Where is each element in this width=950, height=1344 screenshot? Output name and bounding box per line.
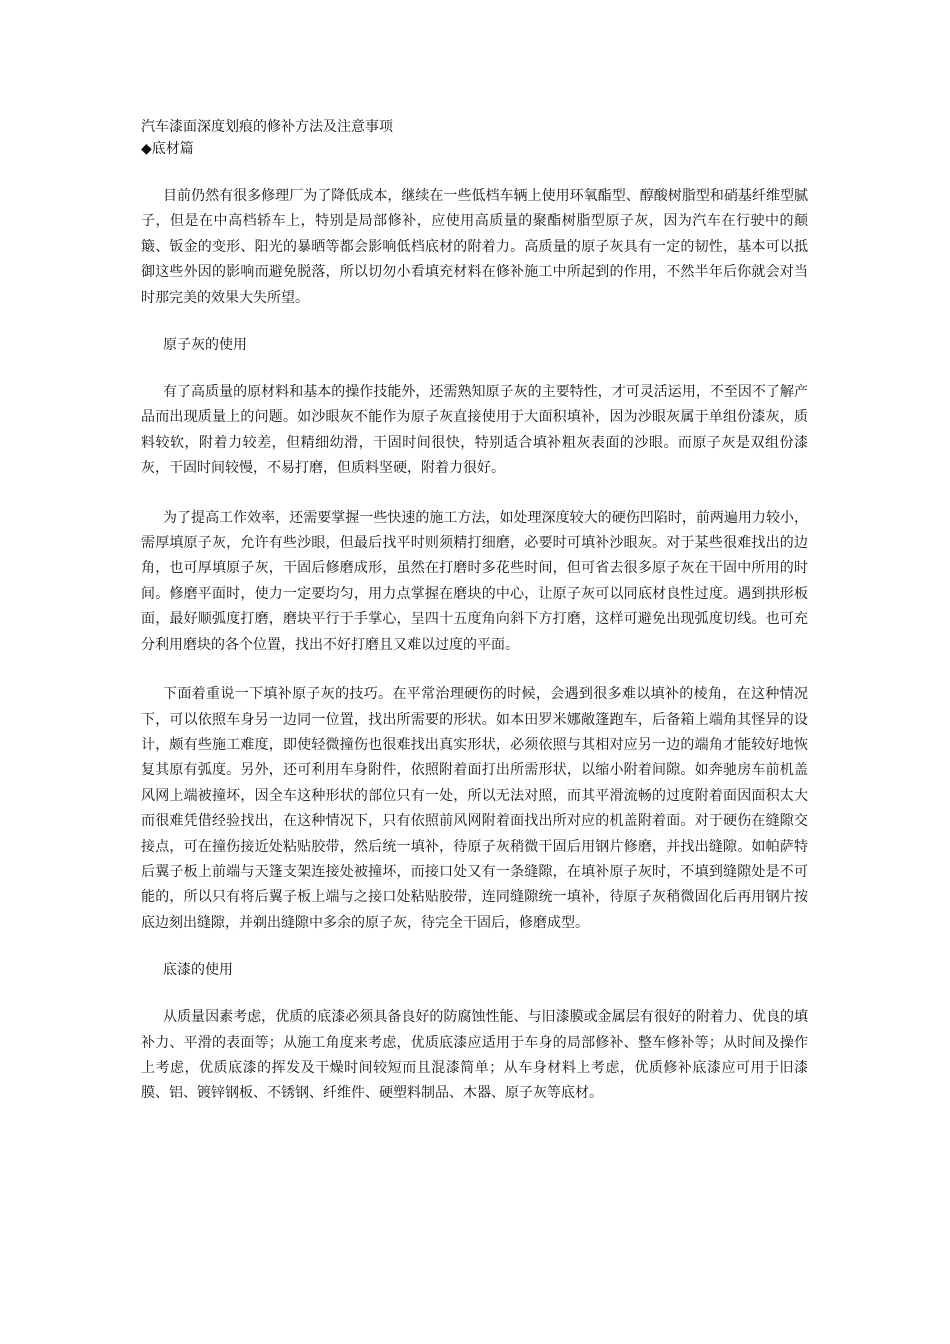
paragraph-putty-properties: 有了高质量的原材料和基本的操作技能外，还需熟知原子灰的主要特性，才可灵活运用，不至因不了解产品而出现质量上的问题。如沙眼灰不能作为原子灰直接使用于大面积填补，因为沙眼灰属于单组份漆灰，质料较软，附着力较差，但精细幼滑，干固时间很快，特别适合填补粗灰表面的沙眼。而原子灰是双组份漆灰，干固时间较慢，不易打磨，但质料坚硬，附着力很好。 xyxy=(141,384,808,477)
document-body xyxy=(141,116,808,1107)
subheading-primer-use: 底漆的使用 xyxy=(163,962,233,979)
paragraph-primer-quality: 从质量因素考虑，优质的底漆必须具备良好的防腐蚀性能、与旧漆膜或金属层有很好的附着力、优良的填补力、平滑的表面等；从施工角度来考虑，优质底漆应适用于车身的局部修补、整车修补等；从时间及操作上考虑，优质底漆的挥发及干燥时间较短而且混漆简单；从车身材料上考虑，优质修补底漆应可用于旧漆膜、铝、镀锌钢板、不锈钢、纤维件、硬塑料制品、木器、原子灰等底材。 xyxy=(141,1009,808,1102)
paragraph-intro: 目前仍然有很多修理厂为了降低成本，继续在一些低档车辆上使用环氧酯型、醇酸树脂型和硝基纤维型腻子，但是在中高档轿车上，特别是局部修补，应使用高质量的聚酯树脂型原子灰，因为汽车在行驶中的颠簸、钣金的变形、阳光的暴晒等都会影响低档底材的附着力。高质量的原子灰具有一定的韧性，基本可以抵御这些外因的影响而避免脱落，所以切勿小看填充材料在修补施工中所起到的作用，不然半年后你就会对当时那完美的效果大失所望。 xyxy=(141,188,808,306)
paragraph-efficiency-methods: 为了提高工作效率，还需要掌握一些快速的施工方法，如处理深度较大的硬伤凹陷时，前两遍用力较小，需厚填原子灰，允许有些沙眼，但最后找平时则须精打细磨，必要时可填补沙眼灰。对于某些很难找出的边角，也可厚填原子灰，干固后修磨成形，虽然在打磨时多花些时间，但可省去很多原子灰在干固中所用的时间。修磨平面时，使力一定要均匀，用力点掌握在磨块的中心，让原子灰可以同底材良性过度。遇到拱形板面，最好顺弧度打磨，磨块平行于手掌心，呈四十五度角向斜下方打磨，这样可避免出现弧度切线。也可充分利用磨块的各个位置，找出不好打磨且又难以过度的平面。 xyxy=(141,509,808,653)
subheading-putty-use: 原子灰的使用 xyxy=(163,337,247,354)
section-label: ◆底材篇 xyxy=(141,141,194,157)
paragraph-filling-techniques: 下面着重说一下填补原子灰的技巧。在平常治理硬伤的时候，会遇到很多难以填补的棱角，在这种情况下，可以依照车身另一边同一位置，找出所需要的形状。如本田罗米娜敞篷跑车，后备箱上端角其怪异的设计，颇有些施工难度，即使轻微撞伤也很难找出真实形状，必须依照与其相对应另一边的端角才能较好地恢复其原有弧度。另外，还可利用车身附件，依照附着面打出所需形状，以缩小附着间隙。如奔驰房车前机盖风网上端被撞坏，因全车这种形状的部位只有一处，所以无法对照，而其平滑流畅的过度附着面因面积太大而很难凭借经验找出，在这种情况下，只有依照前风网附着面找出所对应的机盖附着面。对于硬伤在缝隙交接点，可在撞伤接近处粘贴胶带，然后统一填补，待原子灰稍微干固后用钢片修磨，并找出缝隙。如帕萨特后翼子板上前端与天篷支架连接处被撞坏，而接口处又有一条缝隙，在填补原子灰时，不填到缝隙处是不可能的，所以只有将后翼子板上端与之接口处粘贴胶带，连同缝隙统一填补，待原子灰稍微固化后再用钢片按底边刻出缝隙，并剃出缝隙中多余的原子灰，待完全干固后，修磨成型。 xyxy=(141,686,808,931)
document-title: 汽车漆面深度划痕的修补方法及注意事项 xyxy=(141,119,393,135)
